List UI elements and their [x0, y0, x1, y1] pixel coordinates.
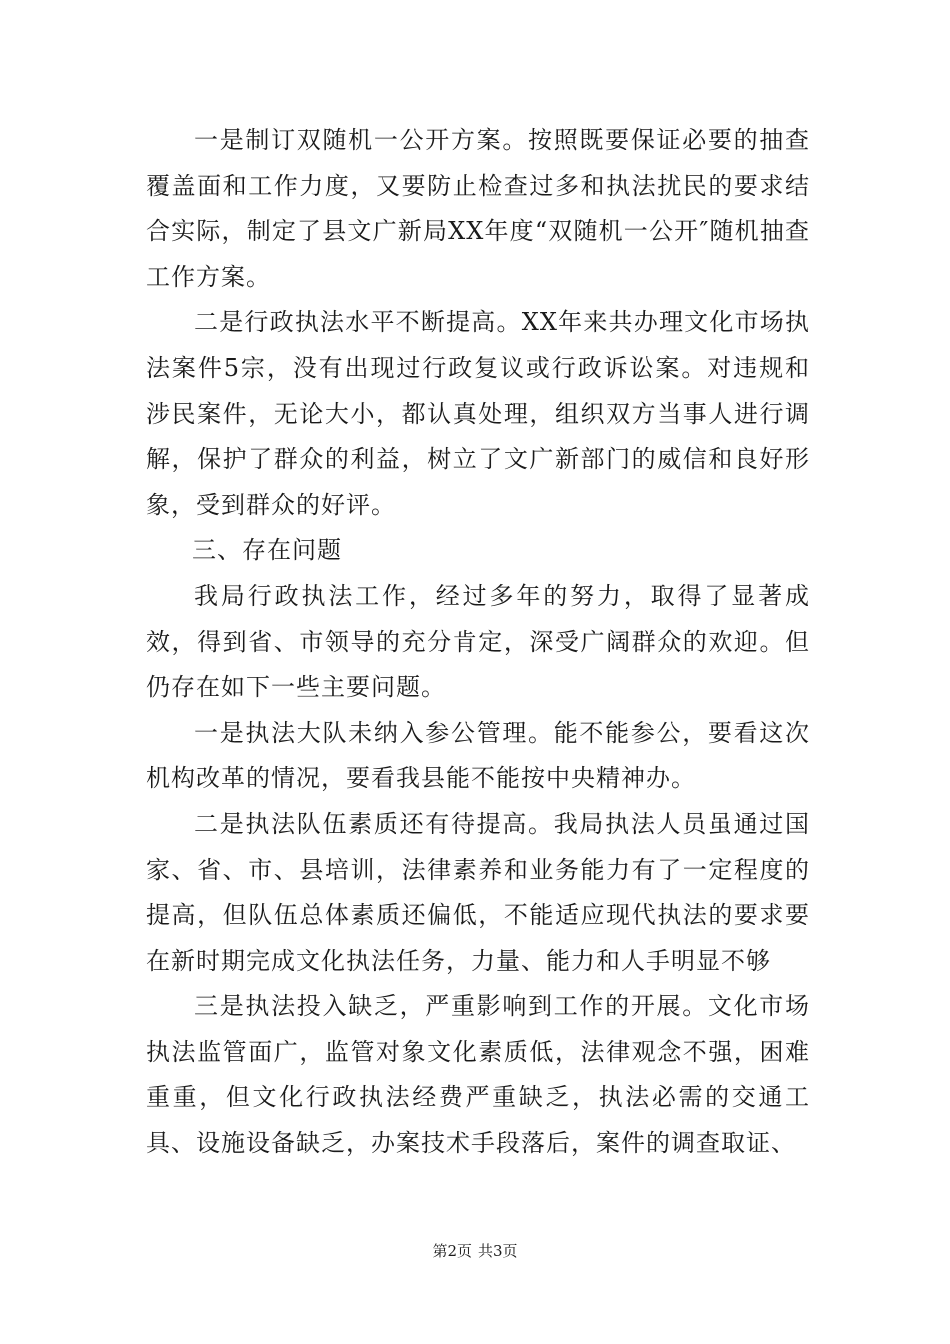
paragraph-intro-problems: 我局行政执法工作，经过多年的努力，取得了显著成效，得到省、市领导的充分肯定，深受广阔群众的欢迎。但仍存在如下一些主要问题。 — [146, 581, 810, 702]
paragraph-problem-three: 三是执法投入缺乏，严重影响到工作的开展。文化市场执法监管面广，监管对象文化素质低，法律观念不强，困难重重，但文化行政执法经费严重缺乏，执法必需的交通工具、设施设备缺乏，办案技术手段落后，案件的调查取证、 — [146, 992, 810, 1158]
paragraph-problem-two: 二是执法队伍素质还有待提高。我局执法人员虽通过国家、省、市、县培训，法律素养和业务能力有了一定程度的提高，但队伍总体素质还偏低，不能适应现代执法的要求要在新时期完成文化执法任务，力量、能力和人手明显不够 — [146, 809, 810, 975]
paragraph-plan: 一是制订双随机一公开方案。按照既要保证必要的抽查覆盖面和工作力度，又要防止检查过多和执法扰民的要求结合实际，制定了县文广新局XX年度“双随机一公开″随机抽查工作方案。 — [146, 126, 810, 291]
page-footer — [0, 1241, 950, 1261]
section-heading-problems: 三、存在问题 — [192, 536, 342, 565]
page-number: 第2页 — [432, 1242, 472, 1260]
paragraph-problem-one: 一是执法大队未纳入参公管理。能不能参公，要看这次机构改革的情况，要看我县能不能按中央精神办。 — [146, 718, 810, 793]
paragraph-enforcement-level: 二是行政执法水平不断提高。XX年来共办理文化市场执法案件5宗，没有出现过行政复议或行政诉讼案。对违规和涉民案件，无论大小，都认真处理，组织双方当事人进行调解，保护了群众的利益，树立了文广新部门的威信和良好形象，受到群众的好评。 — [146, 308, 810, 519]
document-body — [146, 118, 810, 1167]
page-total: 共3页 — [478, 1242, 518, 1260]
